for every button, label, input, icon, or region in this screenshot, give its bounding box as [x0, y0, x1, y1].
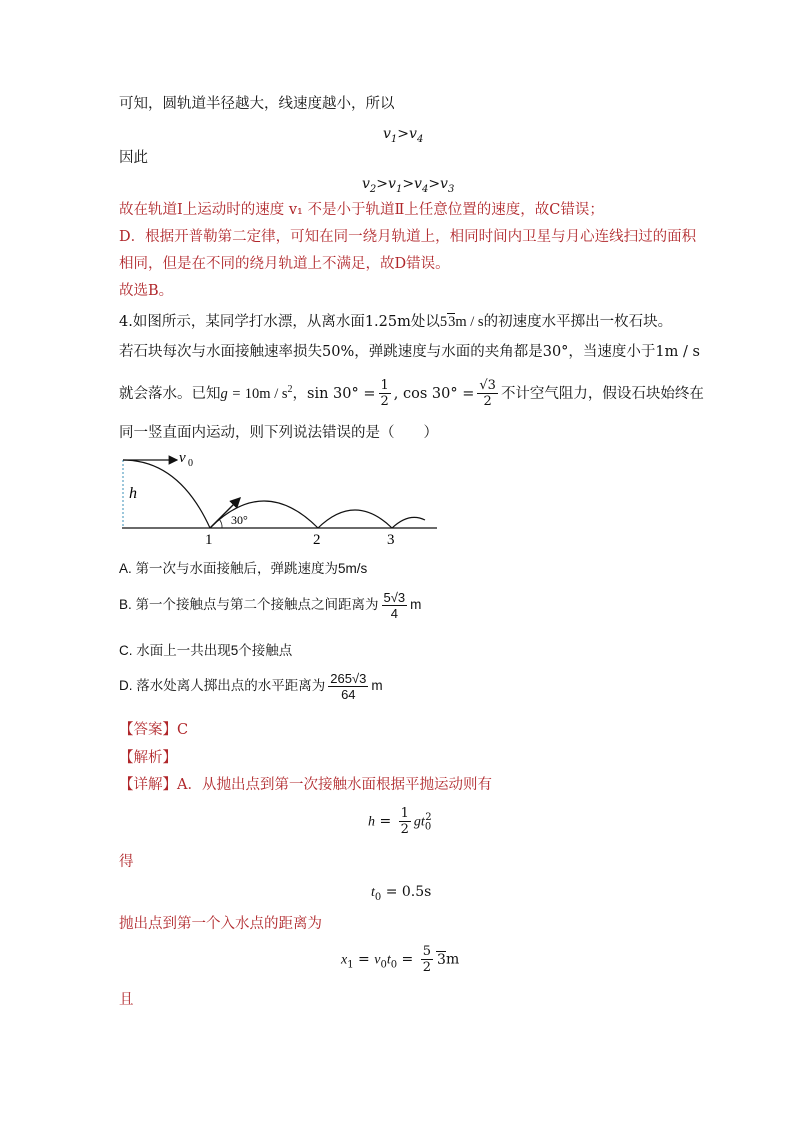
- option-d[interactable]: [119, 671, 383, 702]
- angle-label: 30°: [231, 513, 248, 527]
- option-d-fraction: $\frac{265√3}{64}$: [330, 671, 367, 702]
- point-label-2: 2: [313, 532, 321, 546]
- question-line-1: [119, 312, 672, 332]
- option-d-unit: m: [371, 678, 383, 694]
- option-b-unit: m: [410, 597, 422, 613]
- equation-h: h = $\frac{1}{2}$ $gt_0^2$: [368, 806, 432, 837]
- option-c[interactable]: C. 水面上一共出现5个接触点: [119, 643, 293, 658]
- question-text-b: 的初速度水平掷出一枚石块。: [483, 314, 673, 330]
- de-line: 得: [119, 854, 134, 870]
- point-label-1: 1: [205, 532, 213, 546]
- text-line-5: 相同，但是在不同的绕月轨道上不满足，故D错误。: [119, 256, 450, 272]
- bounce-arc-1: [210, 501, 318, 528]
- initial-speed: 53m / s: [439, 314, 484, 330]
- h-label: h: [129, 485, 137, 502]
- g-value: $g = 10m / s^2$: [220, 384, 293, 402]
- question-line-3: [119, 374, 704, 410]
- text-line-3: 故在轨道Ⅰ上运动时的速度 v₁ 不是小于轨道Ⅱ上任意位置的速度，故C错误；: [119, 202, 604, 218]
- distance-line: 抛出点到第一个入水点的距离为: [119, 916, 322, 932]
- question-text-c: 就会落水。已知: [119, 385, 221, 402]
- comma: ，: [292, 385, 307, 402]
- bounce-arc-2: [318, 510, 392, 528]
- option-d-text: D. 落水处离人掷出点的水平距离为: [119, 678, 326, 694]
- skipping-stone-figure: [119, 446, 439, 546]
- answer-line: 【答案】C: [119, 722, 189, 738]
- point-label-3: 3: [387, 532, 395, 546]
- sin30: sin 30° = $\frac{1}{2}$ ,: [307, 378, 399, 410]
- option-a[interactable]: A. 第一次与水面接触后，弹跳速度为5m/s: [119, 561, 368, 576]
- question-line-2: 若石块每次与水面接触速率损失50%，弹跳速度与水面的夹角都是30°，当速度小于1m / s: [119, 344, 700, 360]
- option-b-fraction: $\frac{5√3}{4}$: [383, 590, 406, 621]
- equation-v-chain: $v_2>v_1>v_4>v_3$: [362, 176, 455, 195]
- bounce-arc-3: [392, 517, 425, 528]
- equation-x1: $x_1 = v_0t_0$ = $\frac{5}{2}$ 3m: [341, 944, 460, 975]
- cos30: cos 30° = $\frac{√3}{2}$: [403, 378, 496, 410]
- question-line-4: 同一竖直面内运动，则下列说法错误的是（ ）: [119, 425, 438, 441]
- v0-label: v: [179, 450, 186, 466]
- text-line-4: D．根据开普勒第二定律，可知在同一绕月轨道上，相同时间内卫星与月心连线扫过的面积: [119, 229, 697, 245]
- text-line-1: 可知，圆轨道半径越大，线速度越小，所以: [119, 96, 395, 112]
- question-text-a: 4.如图所示，某同学打水漂，从离水面1.25m处以: [119, 314, 440, 330]
- detail-line: 【详解】A．从抛出点到第一次接触水面根据平抛运动则有: [119, 777, 492, 793]
- equation-t0: $t_0 = 0.5s$: [371, 884, 432, 903]
- option-b-text: B. 第一个接触点与第二个接触点之间距离为: [119, 597, 379, 613]
- text-line-6: 故选B。: [119, 283, 174, 299]
- v0-subscript: 0: [188, 458, 193, 469]
- angle-arc: [219, 519, 222, 528]
- text-line-2: 因此: [119, 150, 148, 166]
- analysis-heading: 【解析】: [119, 750, 177, 766]
- option-b[interactable]: [119, 590, 421, 621]
- question-text-d: 不计空气阻力，假设石块始终在: [500, 385, 704, 402]
- equation-v1-v4: $v_1>v_4$: [383, 126, 424, 145]
- qie-line: 且: [119, 992, 134, 1008]
